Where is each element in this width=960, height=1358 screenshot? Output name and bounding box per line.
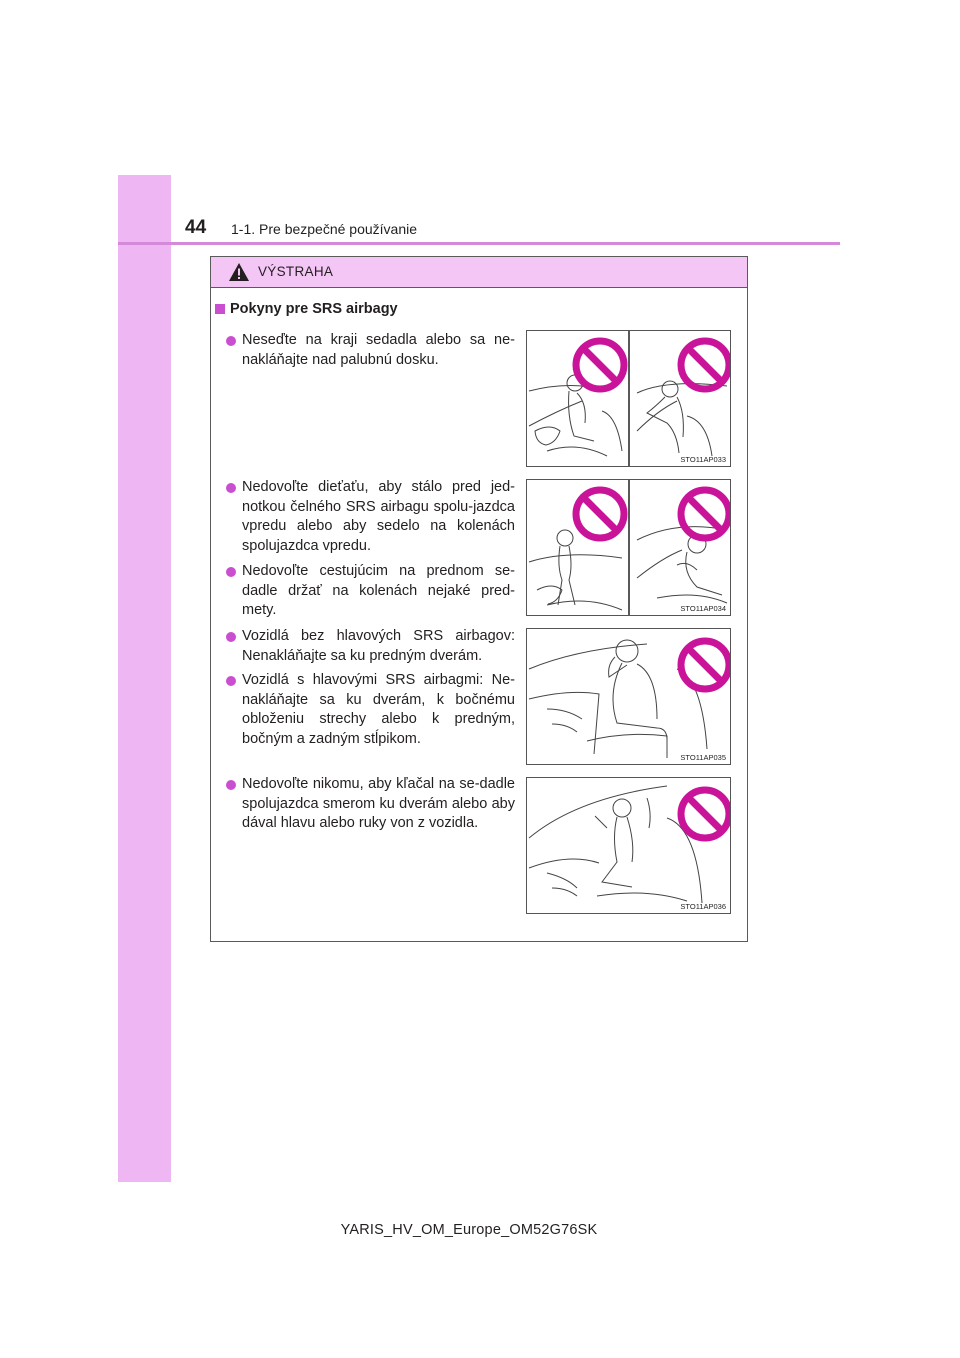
- warning-label: VÝSTRAHA: [258, 264, 334, 279]
- prohibition-icon: [576, 341, 624, 389]
- square-bullet-icon: [215, 304, 225, 314]
- bullet-dot-icon: [226, 336, 236, 346]
- prohibition-icon: [681, 641, 729, 689]
- prohibition-icon: [576, 490, 624, 538]
- instruction-item: [226, 562, 515, 621]
- illustration-child-standing: [526, 479, 731, 616]
- instruction-text: Vozidlá bez hlavových SRS airbagov: Nenakláňajte sa ku predným dverám.: [242, 628, 515, 664]
- prohibition-icon: [681, 490, 729, 538]
- instruction-item: [226, 627, 515, 666]
- instruction-item: [226, 671, 515, 749]
- instruction-item: [226, 331, 515, 370]
- instruction-text: Neseďte na kraji sedadla alebo sa ne-nakláňajte nad palubnú dosku.: [242, 332, 515, 368]
- warning-subheading: [215, 301, 398, 317]
- illustration-kneeling-on-seat: [526, 777, 731, 914]
- warning-header: [211, 257, 747, 288]
- subheading-text: Pokyny pre SRS airbagy: [230, 301, 398, 317]
- bullet-dot-icon: [226, 567, 236, 577]
- prohibition-icon: [681, 790, 729, 838]
- page-number: 44: [185, 217, 207, 238]
- illustration-lean-on-door: [526, 628, 731, 765]
- header-rule: [118, 242, 840, 245]
- document-id: YARIS_HV_OM_Europe_OM52G76SK: [340, 1222, 598, 1238]
- instruction-text: Nedovoľte nikomu, aby kľačal na se-dadle spolujazdca smerom ku dverám alebo aby dával hlavu alebo ruky von z vozidla.: [242, 776, 515, 831]
- section-title: 1-1. Pre bezpečné používanie: [231, 221, 418, 237]
- illustration-code: STO11AP036: [680, 902, 726, 911]
- illustration-code: STO11AP034: [680, 604, 726, 613]
- side-margin-band: [118, 175, 171, 1182]
- instruction-text: Vozidlá s hlavovými SRS airbagmi: Ne-nakláňajte sa ku dverám, k bočnému obloženiu strechy alebo k predným, bočným a zadným stĺpikom.: [242, 672, 515, 747]
- document-id-footer: [0, 1222, 960, 1238]
- instruction-text: Nedovoľte dieťaťu, aby stálo pred jed-notkou čelného SRS airbagu spolu-jazdca vpredu alebo aby sedelo na kolenách spolujazdca vpredu.: [242, 479, 515, 554]
- instruction-item: [226, 478, 515, 556]
- bullet-dot-icon: [226, 676, 236, 686]
- warning-triangle-icon: [228, 262, 250, 282]
- bullet-dot-icon: [226, 632, 236, 642]
- instruction-text: Nedovoľte cestujúcim na prednom se-dadle držať na kolenách nejaké pred-mety.: [242, 563, 515, 618]
- bullet-dot-icon: [226, 780, 236, 790]
- illustration-lean-on-dashboard: [526, 330, 731, 467]
- bullet-dot-icon: [226, 483, 236, 493]
- instruction-item: [226, 775, 515, 834]
- prohibition-icon: [681, 341, 729, 389]
- illustration-code: STO11AP035: [680, 753, 726, 762]
- illustration-code: STO11AP033: [680, 455, 726, 464]
